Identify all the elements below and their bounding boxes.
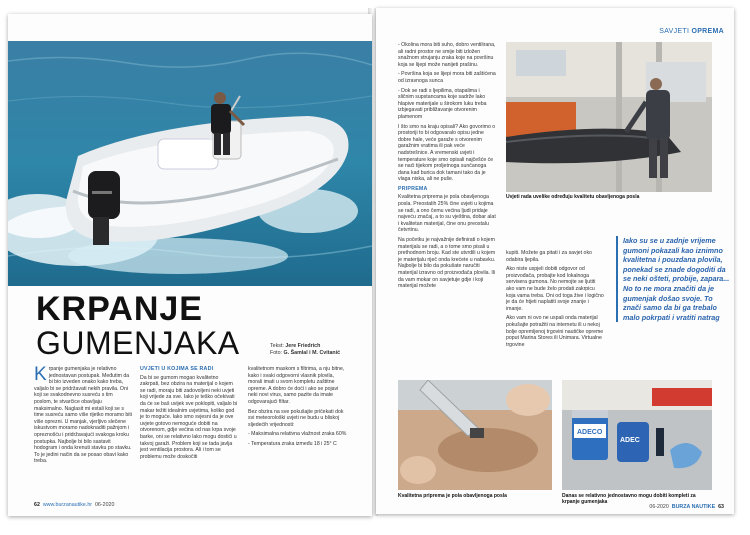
caption-workshop: Uvjeti rada uvelike određuju kvalitetu obavljenoga posla	[506, 194, 640, 200]
bullet-humidity: - Maksimalna relativna vlažnost zraka 60%	[248, 431, 347, 438]
left-column-3	[248, 366, 348, 451]
bullet-temperature: - Temperatura zraka između 18 i 25° C	[248, 440, 337, 447]
left-page-number: 62	[34, 502, 40, 508]
credit-text-name: Jere Friedrich	[285, 343, 321, 349]
repair-kit-photo-svg	[562, 380, 712, 490]
hero-photo-rib-boat	[8, 41, 372, 286]
can-label: ADECO	[577, 429, 603, 436]
right-page	[376, 8, 734, 514]
tube-label: ADEC	[620, 437, 640, 444]
bullet-sun: - Površina koja se lijepi mora biti zaštićena od izravnoga sunca	[398, 71, 496, 84]
article-title-line1: KRPANJE	[36, 290, 203, 328]
credit-text-label: Tekst:	[270, 343, 286, 349]
left-column-2	[140, 366, 238, 463]
photo-workshop-repair	[506, 42, 712, 192]
summary-paragraph: I što smo na kraju opisali? Ako govorimo o prostoriji to bi odgovaralo opisu jedne dobre hale, veće garaže s otvorenim garažnim vratima ili pak veće nadstrešnice. A vremenski uvjeti i temperature koje smo opisali najčešće će se naći tijekom proljetnoga sunčanoga dana kad burica dok tamani tako da je vlaga niska, ali ne puše.	[398, 123, 496, 183]
preparation-paragraph-1: Kvalitetna priprema je pola obavljenoga posla. Preostalih 25% čine uvjeti u kojima se radi, a ono čemu većina ljudi pridaje najveću značaj, a to su vještina, dobar alat i kvalitetan materijal, čine onu preostalu četvrtinu.	[398, 194, 496, 234]
left-column-1	[34, 366, 132, 465]
section-header	[659, 28, 724, 35]
right-column-2	[506, 250, 604, 351]
right-column-1	[398, 42, 496, 293]
hero-photo-svg	[8, 41, 372, 286]
left-footer	[34, 502, 114, 508]
photo-repair-kit	[562, 380, 712, 490]
photo-surface-prep	[398, 380, 552, 490]
supplier-paragraph-3: Ako vam ni ovo ne uspali onda materijal pokušajte potražiti na internetu ili u nekoj bolje opremljenoj trgovini nautičke opreme poput Marina Stores ili Unimara. Virtualne trgovine	[506, 315, 604, 348]
credit-photo-label: Foto:	[270, 350, 284, 356]
right-footer-date: 06-2020	[649, 504, 669, 510]
credit-photo-name: G. Šamlal i M. Cvitanić	[283, 350, 341, 356]
caption-repair-kit: Danas se relativno jednostavno mogu dobiti kompleti za krpanje gumenjaka	[562, 493, 696, 505]
section-topic: OPREMA	[691, 28, 724, 35]
right-footer	[649, 504, 724, 510]
conditions-intro: Bez obzira na sve pokušajte pričekati dok svi meteorološki uvjeti ne budu u bliskoj sljedećih vrijednosti:	[248, 408, 344, 428]
conditions-paragraph: Da bi se gumom mogao kvalitetno zakrpati, bez obzira na materijal o kojem se radi, moraju biti zadovoljeni neki uvjeti koji vrijede za sve. Iako je teško očekivati da će se baš uvijek sve poklopiti, valjalo bi makar težiti idealnim uvjetima, koliko god je to moguće. Iako smo svjesni da je ove uvjete gotovo nemoguće dobiti na otvorenom, gdje većina od nas krpa svoje barke, oni se relativno lako mogu dostići u takvoj garaži. Problem koji se tada javlja jest ventilacija prostora. Ali i tom se problemu može doskočiti	[140, 374, 238, 460]
article-title-line2: GUMENJAKA	[36, 325, 240, 361]
bullet-ventilation: - Okolina mora biti suho, dobro ventilirana, ali radni prostor ne smije biti izložen snažnom strujanju zraka koje na površinu koja se lijepi može nanijeti prašinu.	[398, 42, 496, 68]
intro-paragraph: rpanje gumenjaka je relativno jednostavan postupak. Međutim da bi bio izveden onako kako treba, valjalo bi se pridržavati nekih pravila. Oni koji se svakodnevno susreću s tim poslom, te stvarčice obavljaju maksimalno. Naglasit mi estali koji se s time susreću samo više rijetko moramo biti više oprezni. U manjak, vjerljivo slečene iskustvom moramo nadoknaditi pažnjom i opreznošću i pridržavajući svakoga kroku postupka. Najbolje bi bilo sastavit hodogram i onda krenuti stavku po stavku. To je jedini način da se posao obavi kako treba.	[34, 366, 133, 465]
section-label: SAVJETI	[659, 28, 690, 35]
surface-prep-photo-svg	[398, 380, 552, 490]
right-page-number: 63	[718, 504, 724, 510]
dropcap: K	[34, 364, 47, 385]
workshop-photo-svg	[506, 42, 712, 192]
subhead-conditions: UVJETI U KOJIMA SE RADI	[140, 366, 214, 372]
article-credits	[270, 343, 340, 357]
mask-paragraph: kvalitetnom maskom s filtrima, a nju bitne, kako i svaki odgovorni vlasnik plovila, morali imati u svom kompletu zaštitne opreme. A dobro će doći i ako se pojavi neki novi virus, samo pazite da imate odgovarajući filtar.	[248, 366, 345, 405]
supplier-paragraph-1: kupiti. Možete ga pitati i za savjet oko odabira ljepila.	[506, 250, 592, 263]
supplier-paragraph-2: Ako niste uspjeli dobiti odgovor od proizvođača, probajte kod lokalnoga servisera gumona. No nemojte se ljutiti ako vam ne bude želo prodati zakrpicu koja vama treba. Oni od toga žive i logično je da će htjeti naplatiti svoje znanje i imanje.	[506, 266, 604, 312]
caption-preparation: Kvalitetna priprema je pola obavljenoga posla	[398, 493, 507, 499]
right-footer-magazine: BURZA NAUTIKE	[671, 504, 716, 510]
pull-quote	[616, 236, 731, 322]
left-footer-date: 06-2020	[94, 502, 115, 508]
bullet-flames: - Dok se radi s ljepilima, otapalima i sličnim supstancama koje sadrže lako hlapive materijale u širokom luku treba izbjegavati približavanje otvorenim plamenom	[398, 87, 487, 120]
left-page	[8, 14, 372, 516]
subhead-preparation: PRIPREMA	[398, 185, 428, 192]
left-footer-site: www.burzanautike.hr	[42, 502, 93, 508]
preparation-paragraph-2: Na početku je najvažnije definirati o kojem materijalu se radi, a o tome smo pisali u prethodnom broju. Kad ste utvrdili u kojem je materijalu riječ onda krećete u nabavku. Najbolje bi bilo da pokušate naručiti materijal izravno od proizvođača plovila. Ili da vam mokar on savjetuje gdje i koji materijal možete	[398, 237, 496, 290]
pull-quote-text: Iako su se u zadnje vrijeme gumoni pokazali kao iznimno kvalitetna i pouzdana plovila, ponekad se znade dogoditi da se neki ošteti, probije, zapara... No to ne mora značiti da je gumenjak došao svoje. To znači samo da bi ga trebalo malo pokrpati i vratiti natrag	[623, 236, 730, 322]
